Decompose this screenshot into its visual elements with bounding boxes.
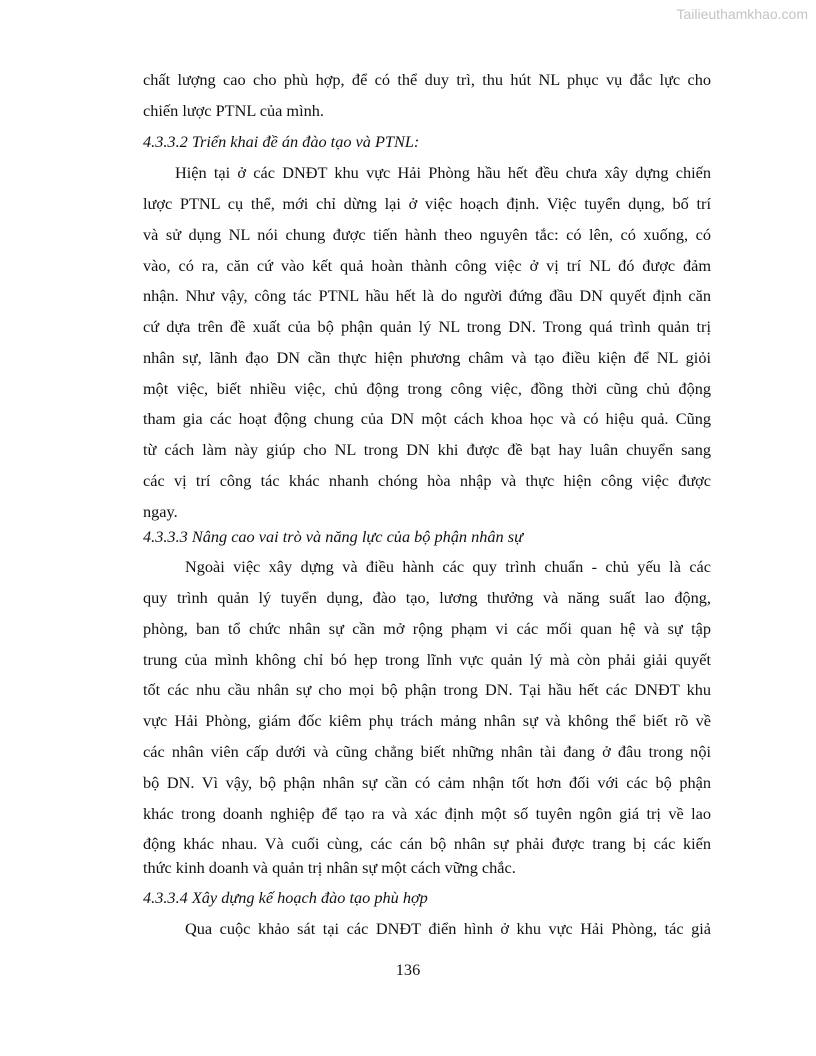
paragraph-line: tốt các nhu cầu nhân sự cho mọi bộ phận trong DN. Tại hầu hết các DNĐT khu [143, 680, 711, 699]
paragraph-line: bộ DN. Vì vậy, bộ phận nhân sự cần có cảm nhận tốt hơn đối với các bộ phận [143, 773, 711, 792]
page-number: 136 [395, 960, 421, 979]
paragraph-line: và sử dụng NL nói chung được tiến hành theo nguyên tắc: có lên, có xuống, có [143, 225, 711, 244]
paragraph-line: tham gia các hoạt động chung của DN một cách khoa học và có hiệu quả. Cũng [143, 409, 711, 428]
paragraph-line: một việc, biết nhiều việc, chủ động trong công việc, đồng thời cũng chủ động [143, 379, 711, 398]
paragraph-line: khác trong doanh nghiệp để tạo ra và xác định một số tuyên ngôn giá trị về lao [143, 804, 711, 823]
paragraph-line: từ cách làm này giúp cho NL trong DN khi được đề bạt hay luân chuyển sang [143, 440, 711, 459]
paragraph-line: động khác nhau. Và cuối cùng, các cán bộ nhân sự phải được trang bị các kiến [143, 834, 711, 853]
paragraph-line: cứ dựa trên đề xuất của bộ phận quản lý NL trong DN. Trong quá trình quản trị [143, 317, 711, 336]
paragraph-line: Qua cuộc khảo sát tại các DNĐT điển hình ở khu vực Hải Phòng, tác giả [185, 919, 711, 938]
paragraph-line: Hiện tại ở các DNĐT khu vực Hải Phòng hầu hết đều chưa xây dựng chiến [175, 163, 711, 182]
paragraph-line: các nhân viên cấp dưới và cũng chẳng biết những nhân tài đang ở đâu trong nội [143, 742, 711, 761]
paragraph-line: chiến lược PTNL của mình. [143, 101, 324, 120]
paragraph-line: vực Hải Phòng, giám đốc kiêm phụ trách mảng nhân sự và không thể biết rõ về [143, 711, 711, 730]
paragraph-line: ngay. [143, 502, 178, 521]
paragraph-line: trung của mình không chỉ bó hẹp trong lĩnh vực quản lý mà còn phải giải quyết [143, 650, 711, 669]
paragraph-line: phòng, ban tổ chức nhân sự cần mở rộng phạm vi các mối quan hệ và sự tập [143, 619, 711, 638]
paragraph-line: quy trình quản lý tuyển dụng, đào tạo, lương thưởng và năng suất lao động, [143, 588, 711, 607]
paragraph-line: thức kinh doanh và quản trị nhân sự một cách vững chắc. [143, 858, 516, 877]
paragraph-line: các vị trí công tác khác nhanh chóng hòa nhập và thực hiện công việc được [143, 471, 711, 490]
section-heading: 4.3.3.4 Xây dựng kế hoạch đào tạo phù hợp [143, 888, 428, 907]
paragraph-line: Ngoài việc xây dựng và điều hành các quy trình chuẩn - chủ yếu là các [185, 557, 711, 576]
paragraph-line: nhận. Như vậy, công tác PTNL hầu hết là do người đứng đầu DN quyết định căn [143, 286, 711, 305]
paragraph-line: vào, có ra, căn cứ vào kết quả hoàn thành công việc ở vị trí NL đó được đảm [143, 256, 711, 275]
section-heading: 4.3.3.2 Triển khai đề án đào tạo và PTNL: [143, 132, 420, 151]
paragraph-line: lược PTNL cụ thể, mới chỉ dừng lại ở việc hoạch định. Việc tuyển dụng, bố trí [143, 194, 711, 213]
paragraph-line: nhân sự, lãnh đạo DN cần thực hiện phương châm và tạo điều kiện để NL giỏi [143, 348, 711, 367]
watermark: Tailieuthamkhao.com [676, 6, 808, 22]
paragraph-line: chất lượng cao cho phù hợp, để có thể duy trì, thu hút NL phục vụ đắc lực cho [143, 70, 711, 89]
section-heading: 4.3.3.3 Nâng cao vai trò và năng lực của bộ phận nhân sự [143, 527, 523, 546]
